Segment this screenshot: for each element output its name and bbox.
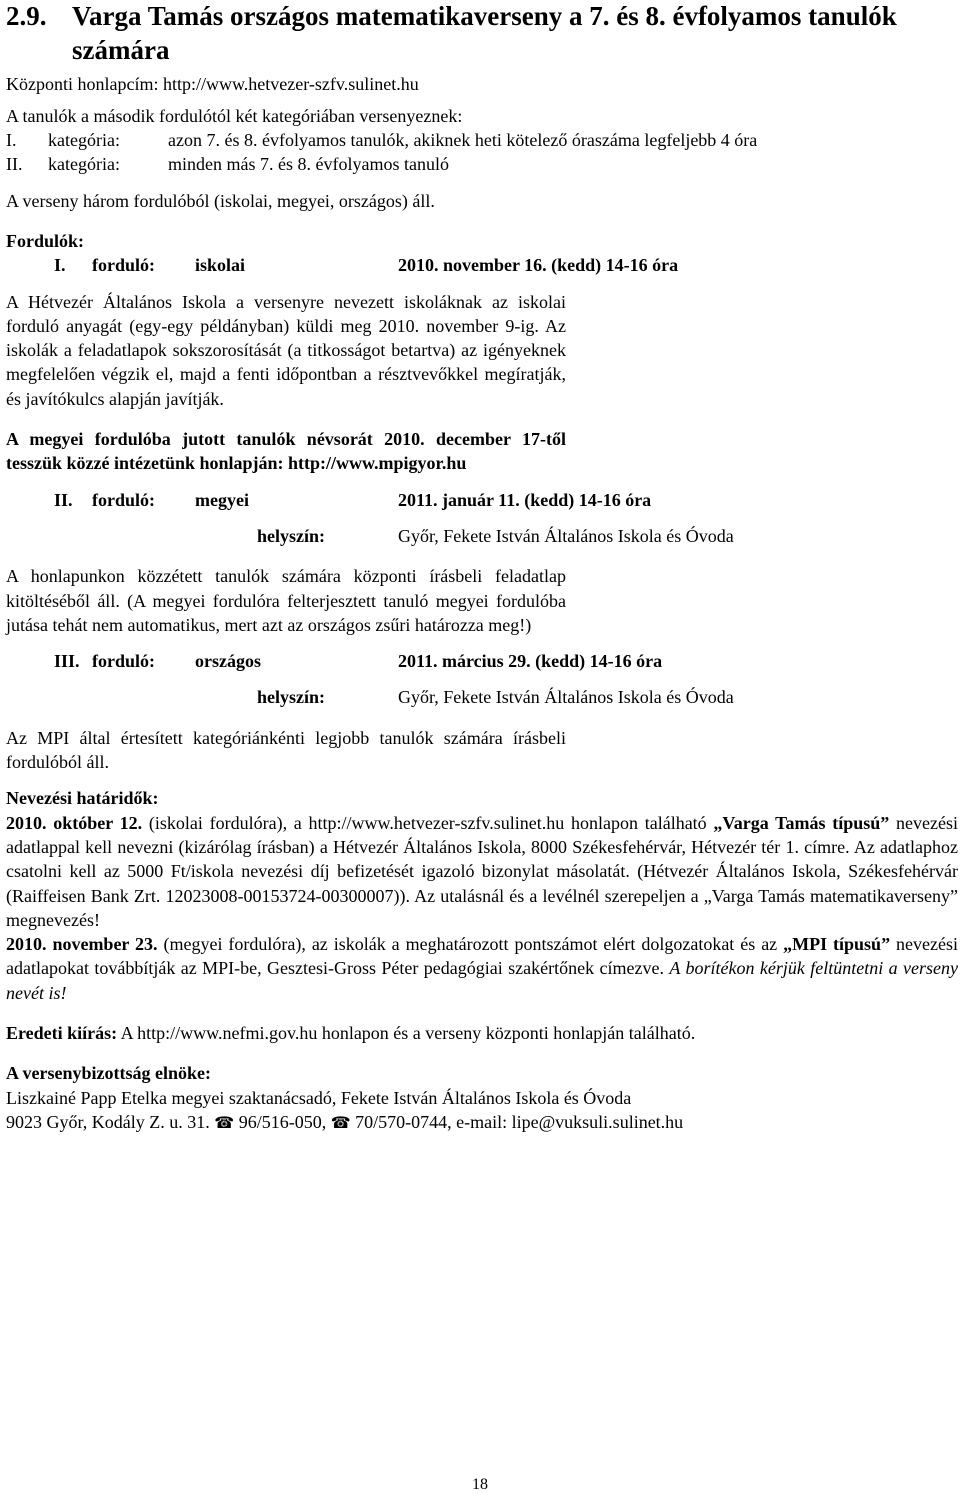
round-2-description: A honlapunkon közzétett tanulók számára központi írásbeli feladatlap kitöltéséből áll. (A megyei fordulóra felterjesztett tanuló megyei fordulóba jutása tehát nem automatikus, mert azt az országos zsűri határozza meg!) [6, 566, 566, 635]
round-date: 2011. március 29. (kedd) 14-16 óra [398, 651, 663, 672]
round-1-header [6, 253, 958, 277]
deadline-2-text-a: (megyei fordulóra), az iskolák a meghatározott pontszámot elért dolgozatokat és az [157, 934, 784, 955]
rounds-sentence: A verseny három fordulóból (iskolai, megyei, országos) áll. [6, 190, 435, 211]
committee-heading: A versenybizottság elnöke: [6, 1063, 211, 1084]
original-label: Eredeti kiírás: [6, 1023, 118, 1043]
round-type: országos [195, 651, 261, 672]
round-3-description: Az MPI által értesített kategóriánkénti legjobb tanulók számára írásbeli fordulóból áll. [6, 727, 566, 773]
deadline-2-form-name: „MPI típusú” [783, 934, 891, 955]
round-number: I. [54, 255, 66, 276]
round-3-venue [6, 685, 958, 709]
original-text: A http://www.nefmi.gov.hu honlapon és a verseny központi honlapján található. [117, 1023, 696, 1043]
original-announcement [6, 1021, 958, 1045]
phone-2-email: 70/570-0744, e-mail: lipe@vuksuli.sulinet.hu [350, 1111, 684, 1132]
category-row-2 [6, 152, 958, 176]
round-1-description: A Hétvezér Általános Iskola a versenyre nevezett iskoláknak az iskolai forduló anyagát (egy-egy példányban) küldi meg 2010. november 9-ig. Az iskolák a feladatlapok sokszorosítását (a titkosságot betartva) az igényeknek megfelelően végzik el, majd a fenti időpontban a résztvevőkkel megíratják, és javítókulcs alapján javítják. [6, 291, 566, 409]
document-page [6, 0, 958, 1134]
deadline-1-text-a: (iskolai fordulóra), a http://www.hetvezer-szfv.sulinet.hu honlapon található [142, 812, 714, 833]
category-description: minden más 7. és 8. évfolyamos tanuló [168, 154, 449, 175]
category-row-1 [6, 128, 958, 152]
venue-text: Győr, Fekete István Általános Iskola és Óvoda [398, 687, 734, 708]
deadline-2-text-b: nevezési adatlapokat továbbítják az MPI-be, Gesztesi-Gross Péter pedagógiai szakértőnek címezve. [6, 934, 958, 979]
round-2-header [6, 488, 958, 512]
committee-line-1: Liszkainé Papp Etelka megyei szaktanácsadó, Fekete István Általános Iskola és Óvoda [6, 1087, 632, 1108]
category-number: I. [6, 130, 17, 151]
round-date: 2011. január 11. (kedd) 14-16 óra [398, 489, 652, 510]
round-3-header [6, 649, 958, 673]
round-type: megyei [195, 489, 249, 510]
section-title [6, 0, 958, 68]
venue-label: helyszín: [257, 687, 326, 708]
deadlines-heading: Nevezési határidők: [6, 788, 159, 809]
venue-text: Győr, Fekete István Általános Iskola és Óvoda [398, 525, 734, 546]
venue-label: helyszín: [257, 525, 326, 546]
deadline-paragraph-1 [6, 811, 958, 932]
phone-1: 96/516-050, [234, 1111, 331, 1132]
section-number: 2.9. [6, 1, 47, 31]
round-1-note: A megyei fordulóba jutott tanulók névsorát 2010. december 17-től tesszük közzé intézetünk honlapján: http://www.mpigyor.hu [6, 429, 566, 474]
phone-icon: ☎ [330, 1112, 351, 1132]
deadline-2-date: 2010. november 23. [6, 934, 158, 955]
round-kind: forduló: [92, 651, 155, 672]
category-description: azon 7. és 8. évfolyamos tanulók, akiknek heti kötelező óraszáma legfeljebb 4 óra [168, 130, 758, 151]
round-date: 2010. november 16. (kedd) 14-16 óra [398, 255, 679, 276]
categories-intro: A tanulók a második fordulótól két kategóriában versenyeznek: [6, 105, 463, 126]
deadline-1-text-b: nevezési adatlappal kell nevezni (kizárólag írásban) a Hétvezér Általános Iskola, 8000 Székesfehérvár, Hétvezér tér 1. címre. Az adatlaphoz csatolni kell az 5000 Ft/iskola nevezési díj befizetését igazoló bizonylat másolatát. (Hétvezér Általános Iskola, Székesfehérvár (Raiffeisen Bank Zrt. 12023008-00153724-00300007)). Az utalásnál és a levélnél szerepeljen a „Varga Tamás matematikaverseny” megnevezés! [6, 812, 958, 930]
section-title-text: Varga Tamás országos matematikaverseny a 7. és 8. évfolyamos tanulók számára [72, 1, 897, 65]
round-2-venue [6, 524, 958, 548]
round-kind: forduló: [92, 255, 155, 276]
round-type: iskolai [195, 255, 246, 276]
rounds-heading: Fordulók: [6, 230, 85, 251]
homepage-line: Központi honlapcím: http://www.hetvezer-szfv.sulinet.hu [6, 73, 419, 94]
deadline-1-form-name: „Varga Tamás típusú” [713, 812, 890, 833]
deadline-1-date: 2010. október 12. [6, 812, 143, 833]
address: 9023 Győr, Kodály Z. u. 31. [6, 1111, 215, 1132]
deadline-paragraph-2 [6, 932, 958, 1005]
phone-icon: ☎ [214, 1112, 235, 1132]
committee-line-2 [6, 1110, 958, 1134]
round-number: II. [54, 489, 73, 510]
round-kind: forduló: [92, 489, 155, 510]
page-number: 18 [472, 1476, 488, 1493]
category-label: kategória: [48, 154, 120, 175]
category-number: II. [6, 154, 23, 175]
deadline-2-italic-note: A borítékon kérjük feltüntetni a verseny nevét is! [6, 958, 958, 1003]
round-number: III. [54, 651, 80, 672]
category-label: kategória: [48, 130, 120, 151]
